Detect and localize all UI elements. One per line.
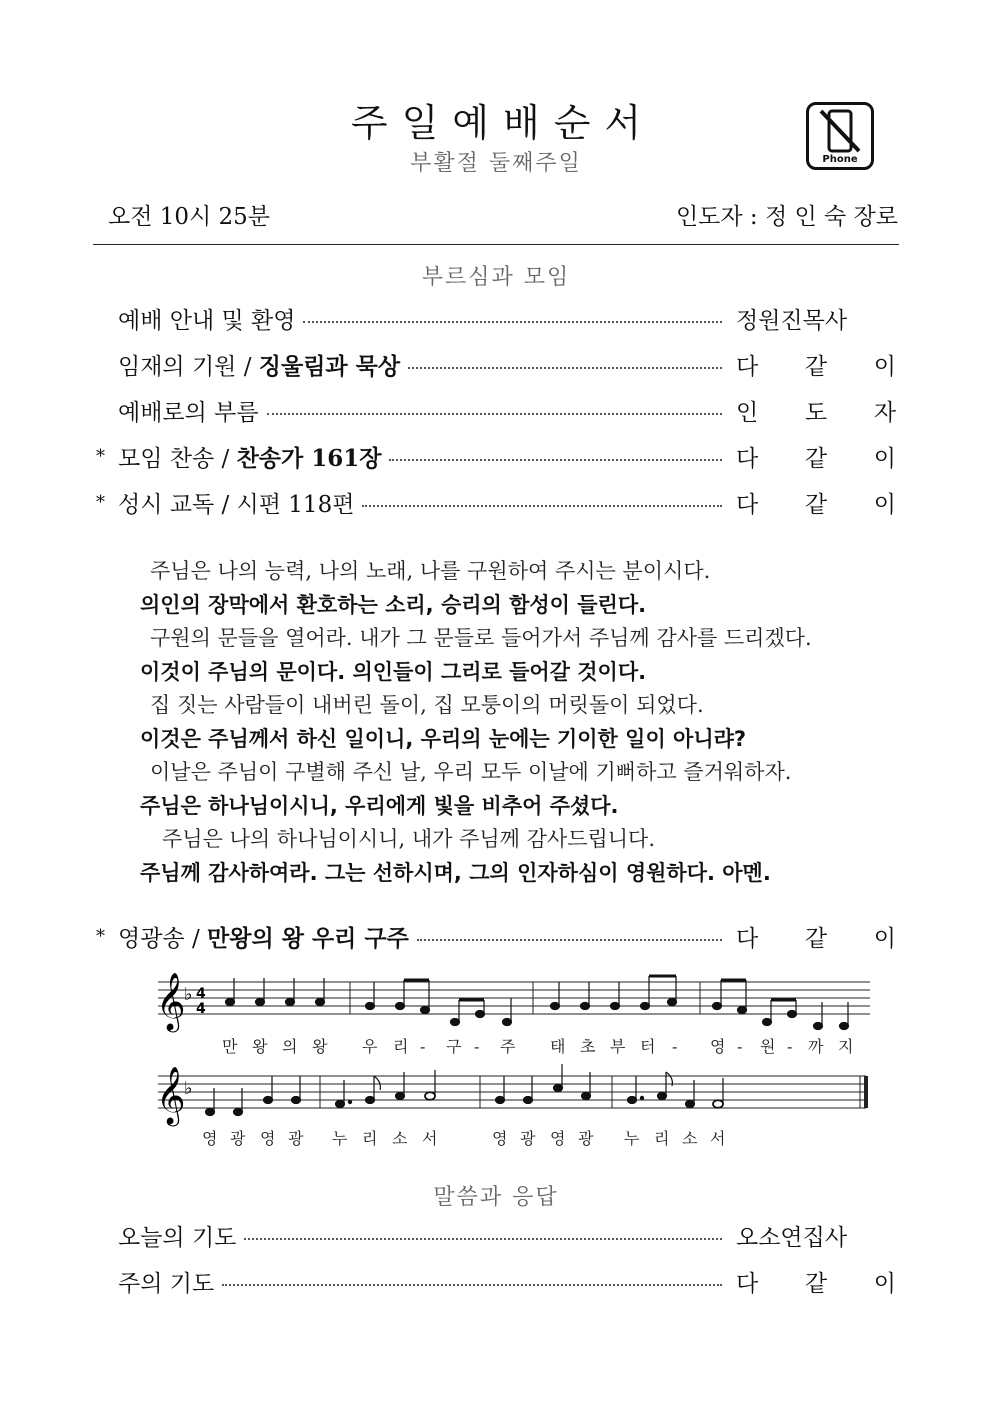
psalm-people-line: 주님께 감사하여라. 그는 선하시며, 그의 인자하심이 영원하다. 아멘. xyxy=(140,861,771,885)
lyric: 영 xyxy=(710,1037,726,1056)
lyric: 주 xyxy=(500,1037,516,1056)
order-item xyxy=(96,300,896,336)
psalm-leader-line: 이날은 주님이 구별해 주신 날, 우리 모두 이날에 기뻐하고 즐거워하자. xyxy=(150,760,792,784)
lyric: 영 xyxy=(202,1129,218,1148)
lyric: 왕 xyxy=(252,1037,268,1056)
lyric: 광 xyxy=(520,1129,536,1148)
divider xyxy=(93,244,899,245)
lyric: 광 xyxy=(288,1129,304,1148)
time-sig-top: 4 xyxy=(196,986,206,1002)
standing-mark: * xyxy=(96,925,105,947)
item-responsible: 다 같 이 xyxy=(736,1270,896,1297)
item-name: 예배로의 부름 xyxy=(118,399,259,426)
item-responsible: 다 같 이 xyxy=(736,925,896,952)
treble-clef-icon: 𝄞 xyxy=(156,972,186,1030)
lyric: 까 xyxy=(808,1037,824,1056)
lyric: 원 xyxy=(760,1037,776,1056)
lyric: 우 xyxy=(362,1037,378,1056)
lyric: - xyxy=(420,1037,426,1056)
item-responsible: 다 같 이 xyxy=(736,353,896,380)
leader-dots xyxy=(267,413,722,415)
item-responsible: 다 같 이 xyxy=(736,445,896,472)
leader-dots xyxy=(222,1284,722,1286)
order-item xyxy=(96,1263,896,1299)
leader-dots xyxy=(303,321,722,323)
flat-icon: ♭ xyxy=(184,984,193,1005)
order-item-gloria xyxy=(96,918,896,954)
lyric: 만 xyxy=(222,1037,238,1056)
order-item xyxy=(96,346,896,382)
leader-dots xyxy=(417,939,722,941)
lyric: 영 xyxy=(550,1129,566,1148)
item-name: 임재의 기원 / xyxy=(118,353,259,380)
lyric: 영 xyxy=(260,1129,276,1148)
lyrics-line-2 xyxy=(202,1129,725,1148)
psalm-people-line: 주님은 하나님이시니, 우리에게 빛을 비추어 주셨다. xyxy=(140,794,619,818)
item-responsible: 인 도 자 xyxy=(736,399,896,426)
psalm-people-line: 의인의 장막에서 환호하는 소리, 승리의 함성이 들린다. xyxy=(140,593,647,617)
lyric: 터 xyxy=(640,1037,656,1056)
lyric: 태 xyxy=(550,1037,566,1056)
psalm-leader-line: 구원의 문들을 열어라. 내가 그 문들로 들어가서 주님께 감사를 드리겠다. xyxy=(150,626,812,650)
order-item xyxy=(96,484,896,520)
lyric: 영 xyxy=(492,1129,508,1148)
lyric: - xyxy=(737,1037,743,1056)
notes-1 xyxy=(226,976,849,1030)
item-name-bold: 찬송가 161장 xyxy=(236,444,382,472)
treble-clef-icon: 𝄞 xyxy=(156,1066,186,1124)
lyric: 의 xyxy=(282,1037,298,1056)
item-name: 예배 안내 및 환영 xyxy=(118,307,296,334)
psalm-leader-line: 주님은 나의 하나님이시니, 내가 주님께 감사드립니다. xyxy=(162,827,656,851)
leader-dots xyxy=(362,505,722,507)
lyric: 리 xyxy=(362,1129,378,1148)
lyric: 리 xyxy=(393,1037,409,1056)
lyric: 소 xyxy=(392,1129,408,1148)
leader-dots xyxy=(389,459,722,461)
lyric: 광 xyxy=(578,1129,594,1148)
no-phone-icon xyxy=(806,102,874,170)
lyric: 광 xyxy=(230,1129,246,1148)
page-subtitle: 부활절 둘째주일 xyxy=(410,151,582,176)
lyric: 리 xyxy=(654,1129,670,1148)
service-time: 오전 10시 25분 xyxy=(108,204,271,230)
standing-mark: * xyxy=(96,491,105,513)
page-title: 주일예배순서 xyxy=(350,101,656,145)
staff-1 xyxy=(158,982,870,1014)
leader-dots xyxy=(244,1238,722,1240)
lyric: 누 xyxy=(624,1129,640,1148)
order-item xyxy=(96,392,896,428)
leader-dots xyxy=(408,367,722,369)
lyric: 서 xyxy=(422,1129,438,1148)
item-name-bold: 징울림과 묵상 xyxy=(258,352,401,380)
staff-2 xyxy=(158,1076,866,1108)
music-score xyxy=(150,972,880,1157)
lyric: 지 xyxy=(838,1037,854,1056)
lyric: 구 xyxy=(446,1037,462,1056)
lyric: 왕 xyxy=(312,1037,328,1056)
item-responsible: 정원진목사 xyxy=(736,307,848,334)
lyric: 누 xyxy=(332,1129,348,1148)
lyric: 서 xyxy=(710,1129,726,1148)
item-name: 성시 교독 / 시편 118편 xyxy=(118,491,355,518)
item-responsible: 오소연집사 xyxy=(736,1224,848,1251)
flat-icon: ♭ xyxy=(184,1078,193,1099)
lyrics-line-1 xyxy=(222,1037,853,1056)
item-name: 영광송 / xyxy=(118,925,208,952)
item-responsible: 다 같 이 xyxy=(736,491,896,518)
section-title-calling: 부르심과 모임 xyxy=(421,265,571,290)
psalm-leader-line: 주님은 나의 능력, 나의 노래, 나를 구원하여 주시는 분이시다. xyxy=(150,559,711,583)
phone-icon-label: Phone xyxy=(822,154,858,165)
item-name: 오늘의 기도 xyxy=(118,1224,237,1251)
psalm-leader-line: 집 짓는 사람들이 내버린 돌이, 집 모퉁이의 머릿돌이 되었다. xyxy=(150,693,704,717)
lyric: - xyxy=(787,1037,793,1056)
item-name-bold: 만왕의 왕 우리 구주 xyxy=(207,924,409,952)
psalm-people-line: 이것은 주님께서 하신 일이니, 우리의 눈에는 기이한 일이 아니랴? xyxy=(140,727,747,751)
order-item xyxy=(96,438,896,474)
time-sig-bottom: 4 xyxy=(196,1001,206,1017)
item-name: 주의 기도 xyxy=(118,1270,215,1297)
item-name: 모임 찬송 / xyxy=(118,445,237,472)
order-item xyxy=(96,1217,896,1253)
lyric: 부 xyxy=(610,1037,626,1056)
lyric: - xyxy=(474,1037,480,1056)
lyric: - xyxy=(672,1037,678,1056)
psalm-people-line: 이것이 주님의 문이다. 의인들이 그리로 들어갈 것이다. xyxy=(140,660,647,684)
standing-mark: * xyxy=(96,445,105,467)
lyric: 소 xyxy=(682,1129,698,1148)
service-leader: 인도자 : 정 인 숙 장로 xyxy=(675,204,898,230)
section-title-word: 말씀과 응답 xyxy=(433,1185,559,1210)
lyric: 초 xyxy=(580,1037,596,1056)
